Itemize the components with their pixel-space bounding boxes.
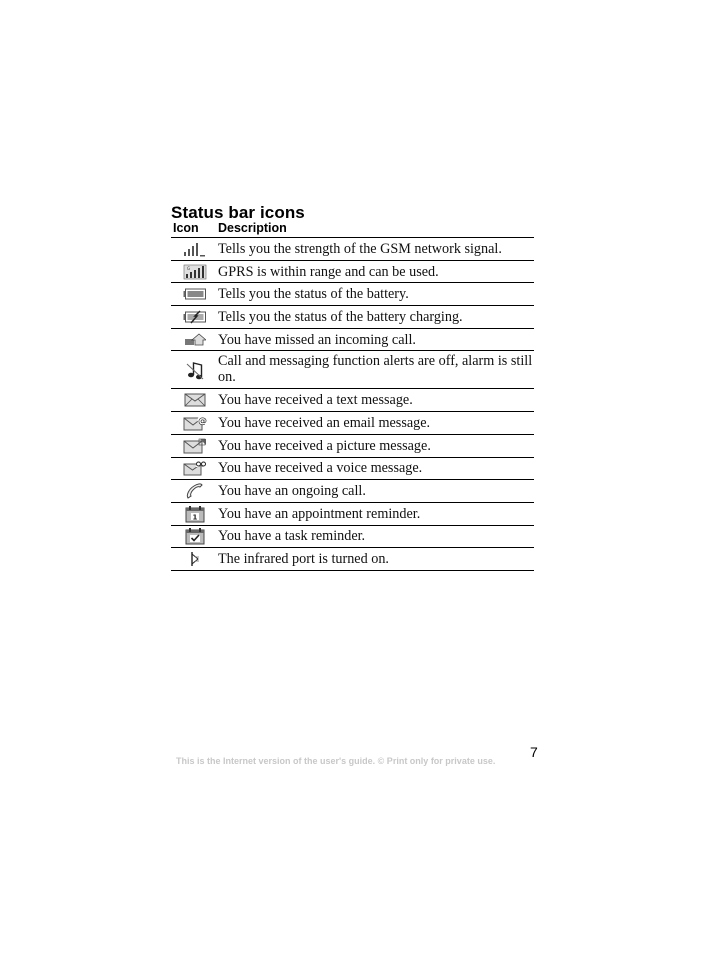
email-message-icon	[171, 412, 218, 434]
table-row	[171, 261, 534, 284]
column-header-description: Description	[218, 221, 287, 235]
table-row	[171, 389, 534, 412]
svg-text:G: G	[186, 265, 190, 271]
battery-icon	[171, 283, 218, 305]
table-row	[171, 351, 534, 389]
row-description: You have missed an incoming call.	[218, 331, 416, 348]
footer-note: This is the Internet version of the user's guide. © Print only for private use.	[176, 756, 496, 766]
row-description: You have received a voice message.	[218, 460, 423, 477]
silent-mode-icon	[171, 351, 218, 388]
row-description: The infrared port is turned on.	[218, 551, 389, 568]
row-description: Tells you the strength of the GSM network signal.	[218, 240, 502, 257]
svg-text:@: @	[197, 416, 207, 427]
row-description: You have an ongoing call.	[218, 483, 366, 500]
table-row	[171, 329, 534, 352]
picture-message-icon	[171, 435, 218, 457]
table-row	[171, 283, 534, 306]
row-description: You have a task reminder.	[218, 528, 366, 545]
table-row	[171, 548, 534, 571]
gprs-icon	[171, 261, 218, 283]
voice-message-icon	[171, 458, 218, 480]
task-reminder-icon	[171, 526, 218, 548]
table-row	[171, 526, 534, 549]
table-row	[171, 306, 534, 329]
row-description: GPRS is within range and can be used.	[218, 263, 439, 280]
column-header-icon: Icon	[173, 221, 199, 235]
status-icons-table	[171, 221, 534, 571]
section-title: Status bar icons	[171, 203, 305, 222]
missed-call-icon	[171, 329, 218, 351]
text-message-icon	[171, 389, 218, 411]
table-row	[171, 458, 534, 481]
battery-charging-icon	[171, 306, 218, 328]
appointment-reminder-icon	[171, 503, 218, 525]
row-description: Tells you the status of the battery charging.	[218, 308, 463, 325]
table-row	[171, 435, 534, 458]
table-row	[171, 412, 534, 435]
row-description: Tells you the status of the battery.	[218, 286, 409, 303]
infrared-icon	[171, 548, 218, 570]
page-number: 7	[530, 744, 538, 760]
row-description: Call and messaging function alerts are off, alarm is still on.	[218, 353, 533, 386]
row-description: You have an appointment reminder.	[218, 505, 421, 522]
ongoing-call-icon	[171, 480, 218, 502]
table-row	[171, 480, 534, 503]
row-description: You have received a picture message.	[218, 437, 431, 454]
table-row	[171, 238, 534, 261]
svg-text:1: 1	[192, 513, 197, 522]
table-header	[171, 221, 534, 238]
row-description: You have received a text message.	[218, 392, 413, 409]
row-description: You have received an email message.	[218, 414, 431, 431]
table-row	[171, 503, 534, 526]
signal-strength-icon	[171, 238, 218, 260]
